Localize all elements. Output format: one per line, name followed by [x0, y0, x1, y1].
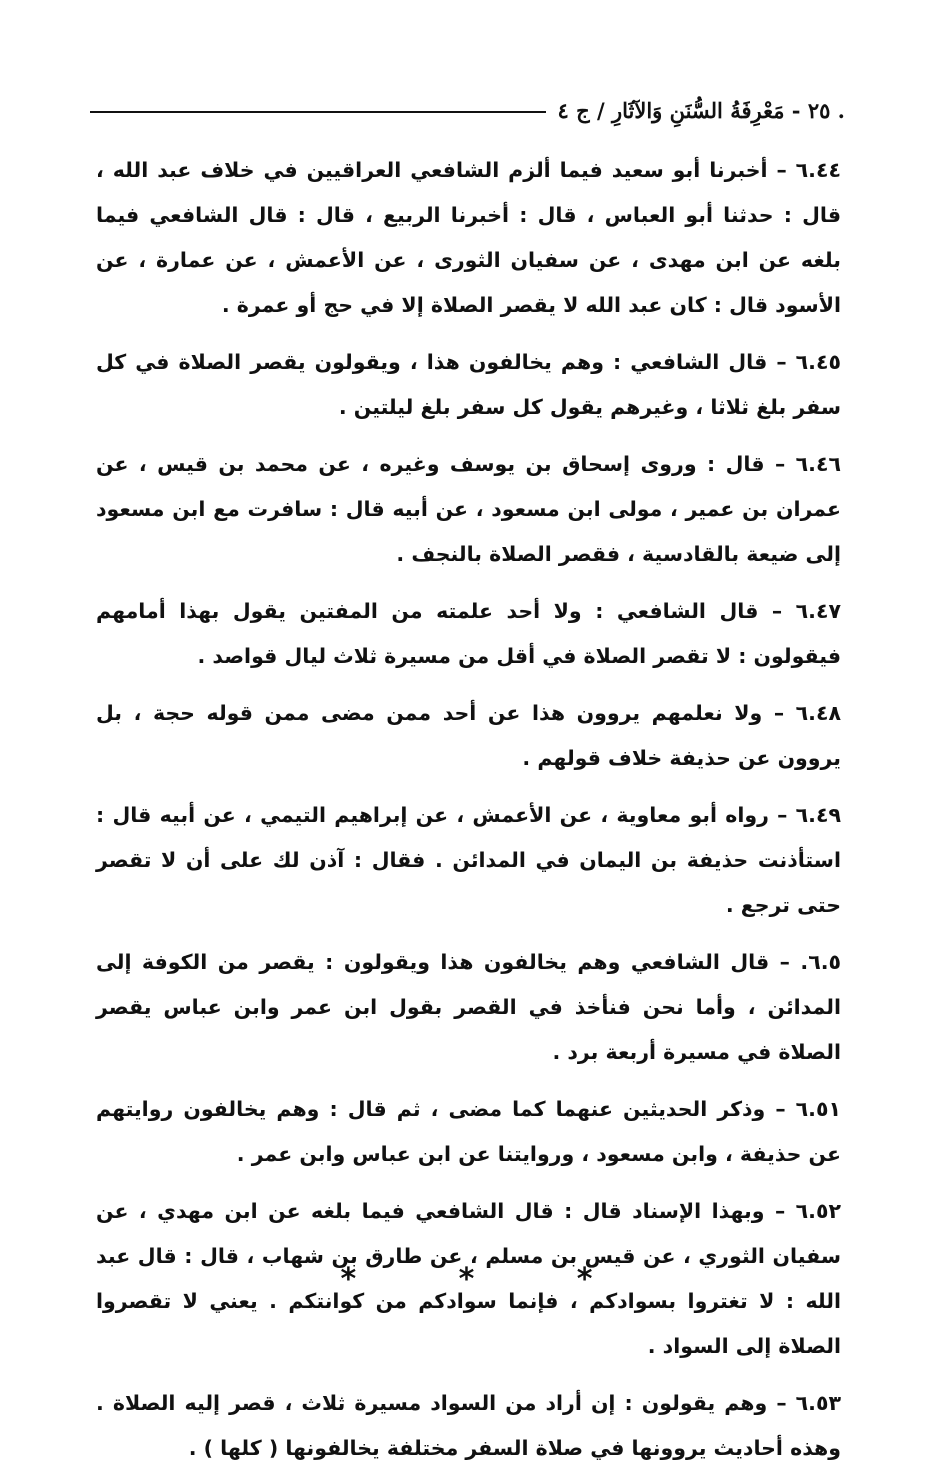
paragraph-6049: ٦.٤٩ – رواه أبو معاوية ، عن الأعمش ، عن إبراهيم التيمي ، عن أبيه قال : استأذنت حذيفة بن اليمان في المدائن . فقال : آذن لك على أن لا تقصر حتى ترجع .: [96, 803, 841, 917]
paragraph-6044: ٦.٤٤ – أخبرنا أبو سعيد فيما ألزم الشافعي العراقيين في خلاف عبد الله ، قال : حدثنا أبو العباس ، قال : أخبرنا الربيع ، قال : قال الشافعي فيما بلغه عن ابن مهدى ، عن سفيان الثورى ، عن الأعمش ، عن عمارة ، عن الأسود قال : كان عبد الله لا يقصر الصلاة إلا في حج أو عمرة .: [96, 158, 841, 317]
paragraph-6053: ٦.٥٣ – وهم يقولون : إن أراد من السواد مسيرة ثلاث ، قصر إليه الصلاة . وهذه أحاديث يروونها في صلاة السفر مختلفة يخالفونها ( كلها ) .: [96, 1391, 841, 1460]
paragraph-6050: ٦.٥. – قال الشافعي وهم يخالفون هذا ويقولون : يقصر من الكوفة إلى المدائن ، وأما نحن فنأخذ في القصر بقول ابن عمر وابن عباس يقصر الصلاة في مسيرة أربعة برد .: [96, 950, 841, 1064]
paragraph-6048: ٦.٤٨ – ولا نعلمهم يروون هذا عن أحد ممن مضى ممن قوله حجة ، بل يروون عن حذيفة خلاف قولهم .: [96, 701, 841, 770]
paragraph-6052: ٦.٥٢ – وبهذا الإسناد قال : قال الشافعي فيما بلغه عن ابن مهدي ، عن سفيان الثوري ، عن قيس بن مسلم ، عن طارق بن شهاب ، قال : قال عبد الله : لا تغتروا بسوادكم ، فإنما سوادكم من كوانتكم . يعني لا تقصروا الصلاة إلى السواد .: [96, 1199, 841, 1358]
paragraph-6045: ٦.٤٥ – قال الشافعي : وهم يخالفون هذا ، ويقولون يقصر الصلاة في كل سفر بلغ ثلاثا ، وغيرهم يقول كل سفر بلغ ليلتين .: [96, 350, 841, 419]
paragraph-6051: ٦.٥١ – وذكر الحديثين عنهما كما مضى ، ثم قال : وهم يخالفون روايتهم عن حذيفة ، وابن مسعود ، وروايتنا عن ابن عباس وابن عمر .: [96, 1097, 841, 1166]
header-rule: [90, 111, 546, 113]
running-title: . ٢٥ - مَعْرِفَةُ السُّنَنِ وَالآثَارِ / ج ٤: [557, 97, 845, 123]
page-header: [90, 92, 845, 128]
section-end-ornament: * * *: [340, 1262, 639, 1297]
paragraph-6046: ٦.٤٦ – قال : وروى إسحاق بن يوسف وغيره ، عن محمد بن قيس ، عن عمران بن عمير ، مولى ابن مسعود ، عن أبيه قال : سافرت مع ابن مسعود إلى ضيعة بالقادسية ، فقصر الصلاة بالنجف .: [96, 452, 841, 566]
paragraph-6047: ٦.٤٧ – قال الشافعي : ولا أحد علمته من المفتين يقول بهذا أمامهم فيقولون : لا تقصر الصلاة في أقل من مسيرة ثلاث ليال قواصد .: [96, 599, 841, 668]
